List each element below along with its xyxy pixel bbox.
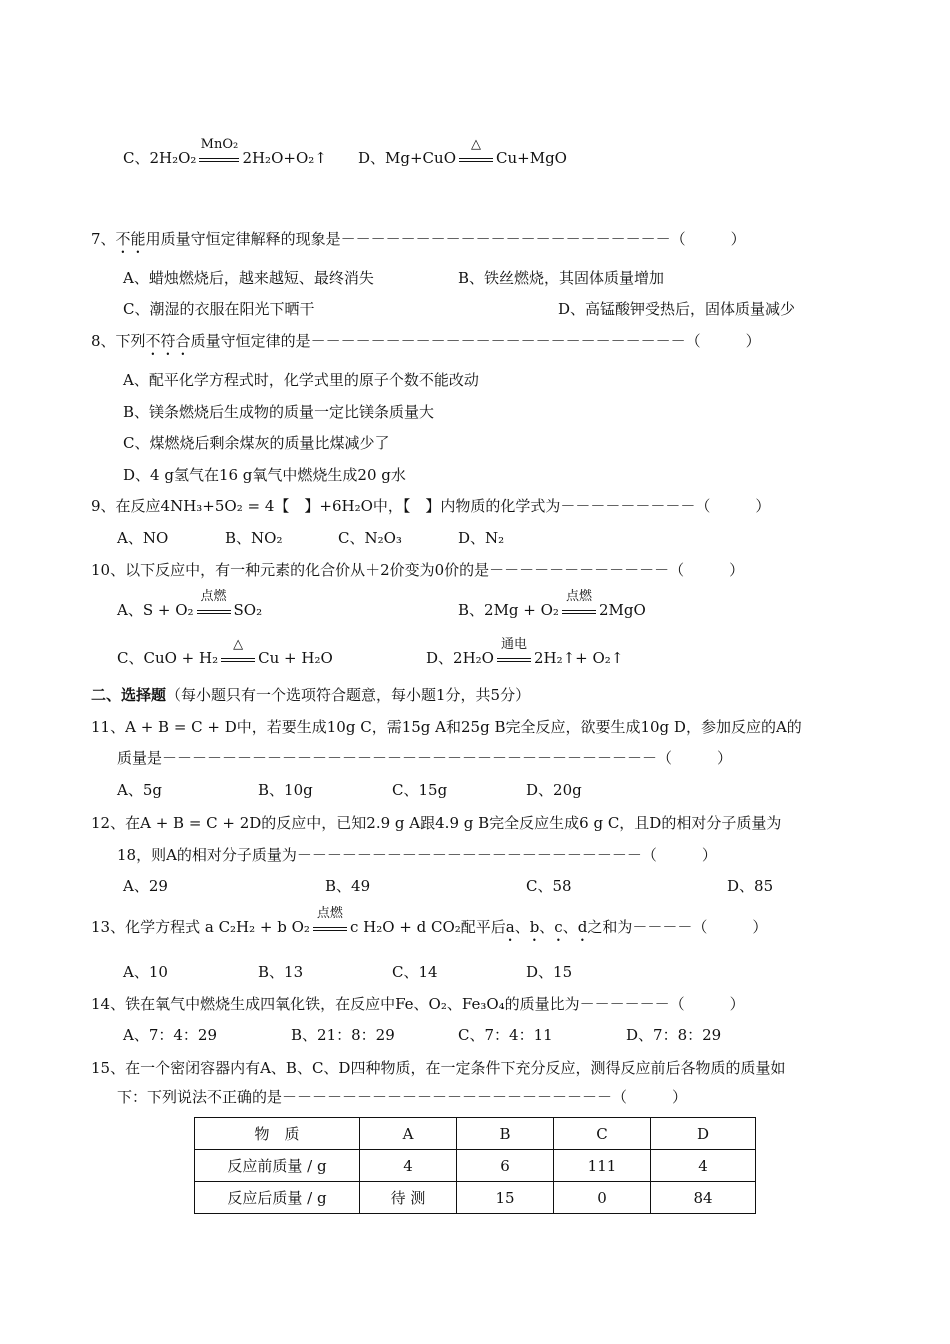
q7-stem xyxy=(91,229,746,257)
table-cell: 待 测 xyxy=(360,1182,457,1214)
q11-stem-line2: 质量是－－－－－－－－－－－－－－－－－－－－－－－－－－－－－－－－－（ ） xyxy=(117,749,733,767)
equation-left: C、CuO + H₂ xyxy=(117,649,219,667)
q7-option-b: B、铁丝燃烧，其固体质量增加 xyxy=(458,269,665,287)
equation-right: 2MgO xyxy=(598,601,646,619)
condition-text: 点燃 xyxy=(565,589,592,604)
eq-bar xyxy=(221,658,255,659)
q9-option-c: C、N₂O₃ xyxy=(338,529,402,547)
table-row xyxy=(195,1182,756,1214)
equation-right: Cu + H₂O xyxy=(258,649,333,667)
section-note: （每小题只有一个选项符合题意，每小题1分，共5分） xyxy=(166,686,531,704)
q9-option-d: D、N₂ xyxy=(458,529,505,547)
q14-stem: 14、铁在氧气中燃烧生成四氧化铁，在反应中Fe、O₂、Fe₃O₄的质量比为－－－－－－（ ） xyxy=(91,995,745,1013)
q12-option-a: A、29 xyxy=(123,877,168,895)
section-title: 二、选择题 xyxy=(91,686,167,704)
reaction-condition xyxy=(562,589,596,621)
q7-option-d: D、高锰酸钾受热后，固体质量减少 xyxy=(558,300,796,318)
question-number: 7、 xyxy=(91,230,116,248)
q12-option-c: C、58 xyxy=(526,877,572,895)
condition-text: 点燃 xyxy=(200,589,227,604)
table-cell: 物 质 xyxy=(195,1118,360,1150)
q14-option-c: C、7：4：11 xyxy=(458,1026,553,1044)
q8-option-a: A、配平化学方程式时，化学式里的原子个数不能改动 xyxy=(123,371,479,389)
table-cell: C xyxy=(554,1118,651,1150)
q11-option-a: A、5g xyxy=(117,781,162,799)
q14-option-a: A、7：4：29 xyxy=(123,1026,218,1044)
equation-right: c H₂O + d CO₂配平后 xyxy=(349,918,506,936)
table-row xyxy=(195,1150,756,1182)
q12-option-b: B、49 xyxy=(325,877,371,895)
q7-option-a: A、蜡烛燃烧后，越来越短、最终消失 xyxy=(123,269,374,287)
equation-right: SO₂ xyxy=(233,601,263,619)
question-text: 质量守恒定律的是－－－－－－－－－－－－－－－－－－－－－－－－－（ ） xyxy=(190,332,761,350)
q13-option-a: A、10 xyxy=(123,963,168,981)
question-number: 8、下列 xyxy=(91,332,146,350)
q9-option-b: B、NO₂ xyxy=(225,529,283,547)
q11-option-c: C、15g xyxy=(392,781,448,799)
eq-bar xyxy=(199,158,239,159)
eq-bar xyxy=(459,161,493,162)
table-cell: B xyxy=(457,1118,554,1150)
q9-stem: 9、在反应4NH₃+5O₂ = 4【 】+6H₂O中，【 】内物质的化学式为－－－－－－－－－（ ） xyxy=(91,497,771,515)
reaction-condition xyxy=(313,906,347,938)
mass-table xyxy=(194,1117,756,1214)
equation-left: A、S + O₂ xyxy=(117,601,194,619)
section-heading xyxy=(91,685,530,705)
q12-option-d: D、85 xyxy=(727,877,774,895)
eq-bar xyxy=(199,161,239,162)
equation-left: D、2H₂O xyxy=(426,649,494,667)
q10-option-b xyxy=(458,589,646,621)
q15-stem-line1: 15、在一个密闭容器内有A、B、C、D四种物质，在一定条件下充分反应，测得反应前后各物质的质量如 xyxy=(91,1059,786,1077)
heat-symbol: △ xyxy=(233,637,244,652)
table-cell: 84 xyxy=(651,1182,756,1214)
q9-option-a: A、NO xyxy=(117,529,169,547)
equation-left: B、2Mg + O₂ xyxy=(458,601,559,619)
eq-bar xyxy=(313,927,347,928)
eq-bar xyxy=(197,613,231,614)
q13-option-b: B、13 xyxy=(258,963,304,981)
condition-text: 通电 xyxy=(500,637,527,652)
equation-left: Mg+CuO xyxy=(385,149,456,167)
table-cell: 6 xyxy=(457,1150,554,1182)
table-cell: 4 xyxy=(651,1150,756,1182)
q8-stem xyxy=(91,331,761,359)
table-row xyxy=(195,1118,756,1150)
catalyst: MnO₂ xyxy=(200,137,239,152)
reaction-condition xyxy=(199,137,239,169)
q6-option-d xyxy=(358,137,567,169)
table-cell: 4 xyxy=(360,1150,457,1182)
condition-text: 点燃 xyxy=(316,906,343,921)
q13-option-c: C、14 xyxy=(392,963,438,981)
eq-bar xyxy=(562,610,596,611)
q10-option-a xyxy=(117,589,263,621)
option-label: D、 xyxy=(358,149,386,167)
q10-option-c xyxy=(117,637,333,669)
table-cell: 0 xyxy=(554,1182,651,1214)
q11-option-d: D、20g xyxy=(526,781,582,799)
emphasis-text: a、b、c、d xyxy=(505,918,588,936)
eq-bar xyxy=(313,930,347,931)
table-cell: D xyxy=(651,1118,756,1150)
equation-left: 13、化学方程式 a C₂H₂ + b O₂ xyxy=(91,918,310,936)
eq-bar xyxy=(562,613,596,614)
table-cell: 反应后质量 / g xyxy=(195,1182,360,1214)
q13-stem xyxy=(91,906,768,945)
equation-right: Cu+MgO xyxy=(496,149,567,167)
table-cell: 反应前质量 / g xyxy=(195,1150,360,1182)
option-label: C、 xyxy=(123,149,150,167)
emphasis-text: 不符合 xyxy=(145,332,191,350)
q12-stem-line2: 18，则A的相对分子质量为－－－－－－－－－－－－－－－－－－－－－－－（ ） xyxy=(117,846,717,864)
q6-option-c xyxy=(123,137,327,169)
eq-bar xyxy=(497,661,531,662)
reaction-condition xyxy=(459,137,493,169)
table-cell: 111 xyxy=(554,1150,651,1182)
q11-option-b: B、10g xyxy=(258,781,313,799)
q8-option-d: D、4 g氢气在16 g氧气中燃烧生成20 g水 xyxy=(123,466,406,484)
equation-right: 2H₂↑+ O₂↑ xyxy=(533,649,624,667)
equation-left: 2H₂O₂ xyxy=(149,149,197,167)
reaction-condition xyxy=(221,637,255,669)
reaction-condition xyxy=(197,589,231,621)
reaction-condition xyxy=(497,637,531,669)
q8-option-c: C、煤燃烧后剩余煤灰的质量比煤减少了 xyxy=(123,434,390,452)
q10-stem: 10、以下反应中，有一种元素的化合价从＋2价变为0价的是－－－－－－－－－－－－（ ） xyxy=(91,561,745,579)
q12-stem-line1: 12、在A + B = C + 2D的反应中，已知2.9 g A跟4.9 g B完全反应生成6 g C，且D的相对分子质量为 xyxy=(91,814,782,832)
eq-bar xyxy=(459,158,493,159)
q8-option-b: B、镁条燃烧后生成物的质量一定比镁条质量大 xyxy=(123,403,435,421)
q15-stem-line2: 下：下列说法不正确的是－－－－－－－－－－－－－－－－－－－－－－（ ） xyxy=(117,1088,688,1106)
eq-bar xyxy=(221,661,255,662)
q10-option-d xyxy=(426,637,624,669)
q14-option-b: B、21：8：29 xyxy=(291,1026,395,1044)
q14-option-d: D、7：8：29 xyxy=(626,1026,722,1044)
eq-bar xyxy=(497,658,531,659)
question-text: 用质量守恒定律解释的现象是－－－－－－－－－－－－－－－－－－－－－－（ ） xyxy=(145,230,746,248)
equation-right: 2H₂O+O₂↑ xyxy=(242,149,327,167)
emphasis-text: 不能 xyxy=(115,230,146,248)
eq-bar xyxy=(197,610,231,611)
q13-option-d: D、15 xyxy=(526,963,573,981)
table-cell: 15 xyxy=(457,1182,554,1214)
q11-stem-line1: 11、A + B = C + D中，若要生成10g C，需15g A和25g B完全反应，欲要生成10g D，参加反应的A的 xyxy=(91,718,802,736)
table-cell: A xyxy=(360,1118,457,1150)
q7-option-c: C、潮湿的衣服在阳光下晒干 xyxy=(123,300,315,318)
question-text: 之和为－－－－（ ） xyxy=(587,918,768,936)
heat-symbol: △ xyxy=(471,137,481,152)
